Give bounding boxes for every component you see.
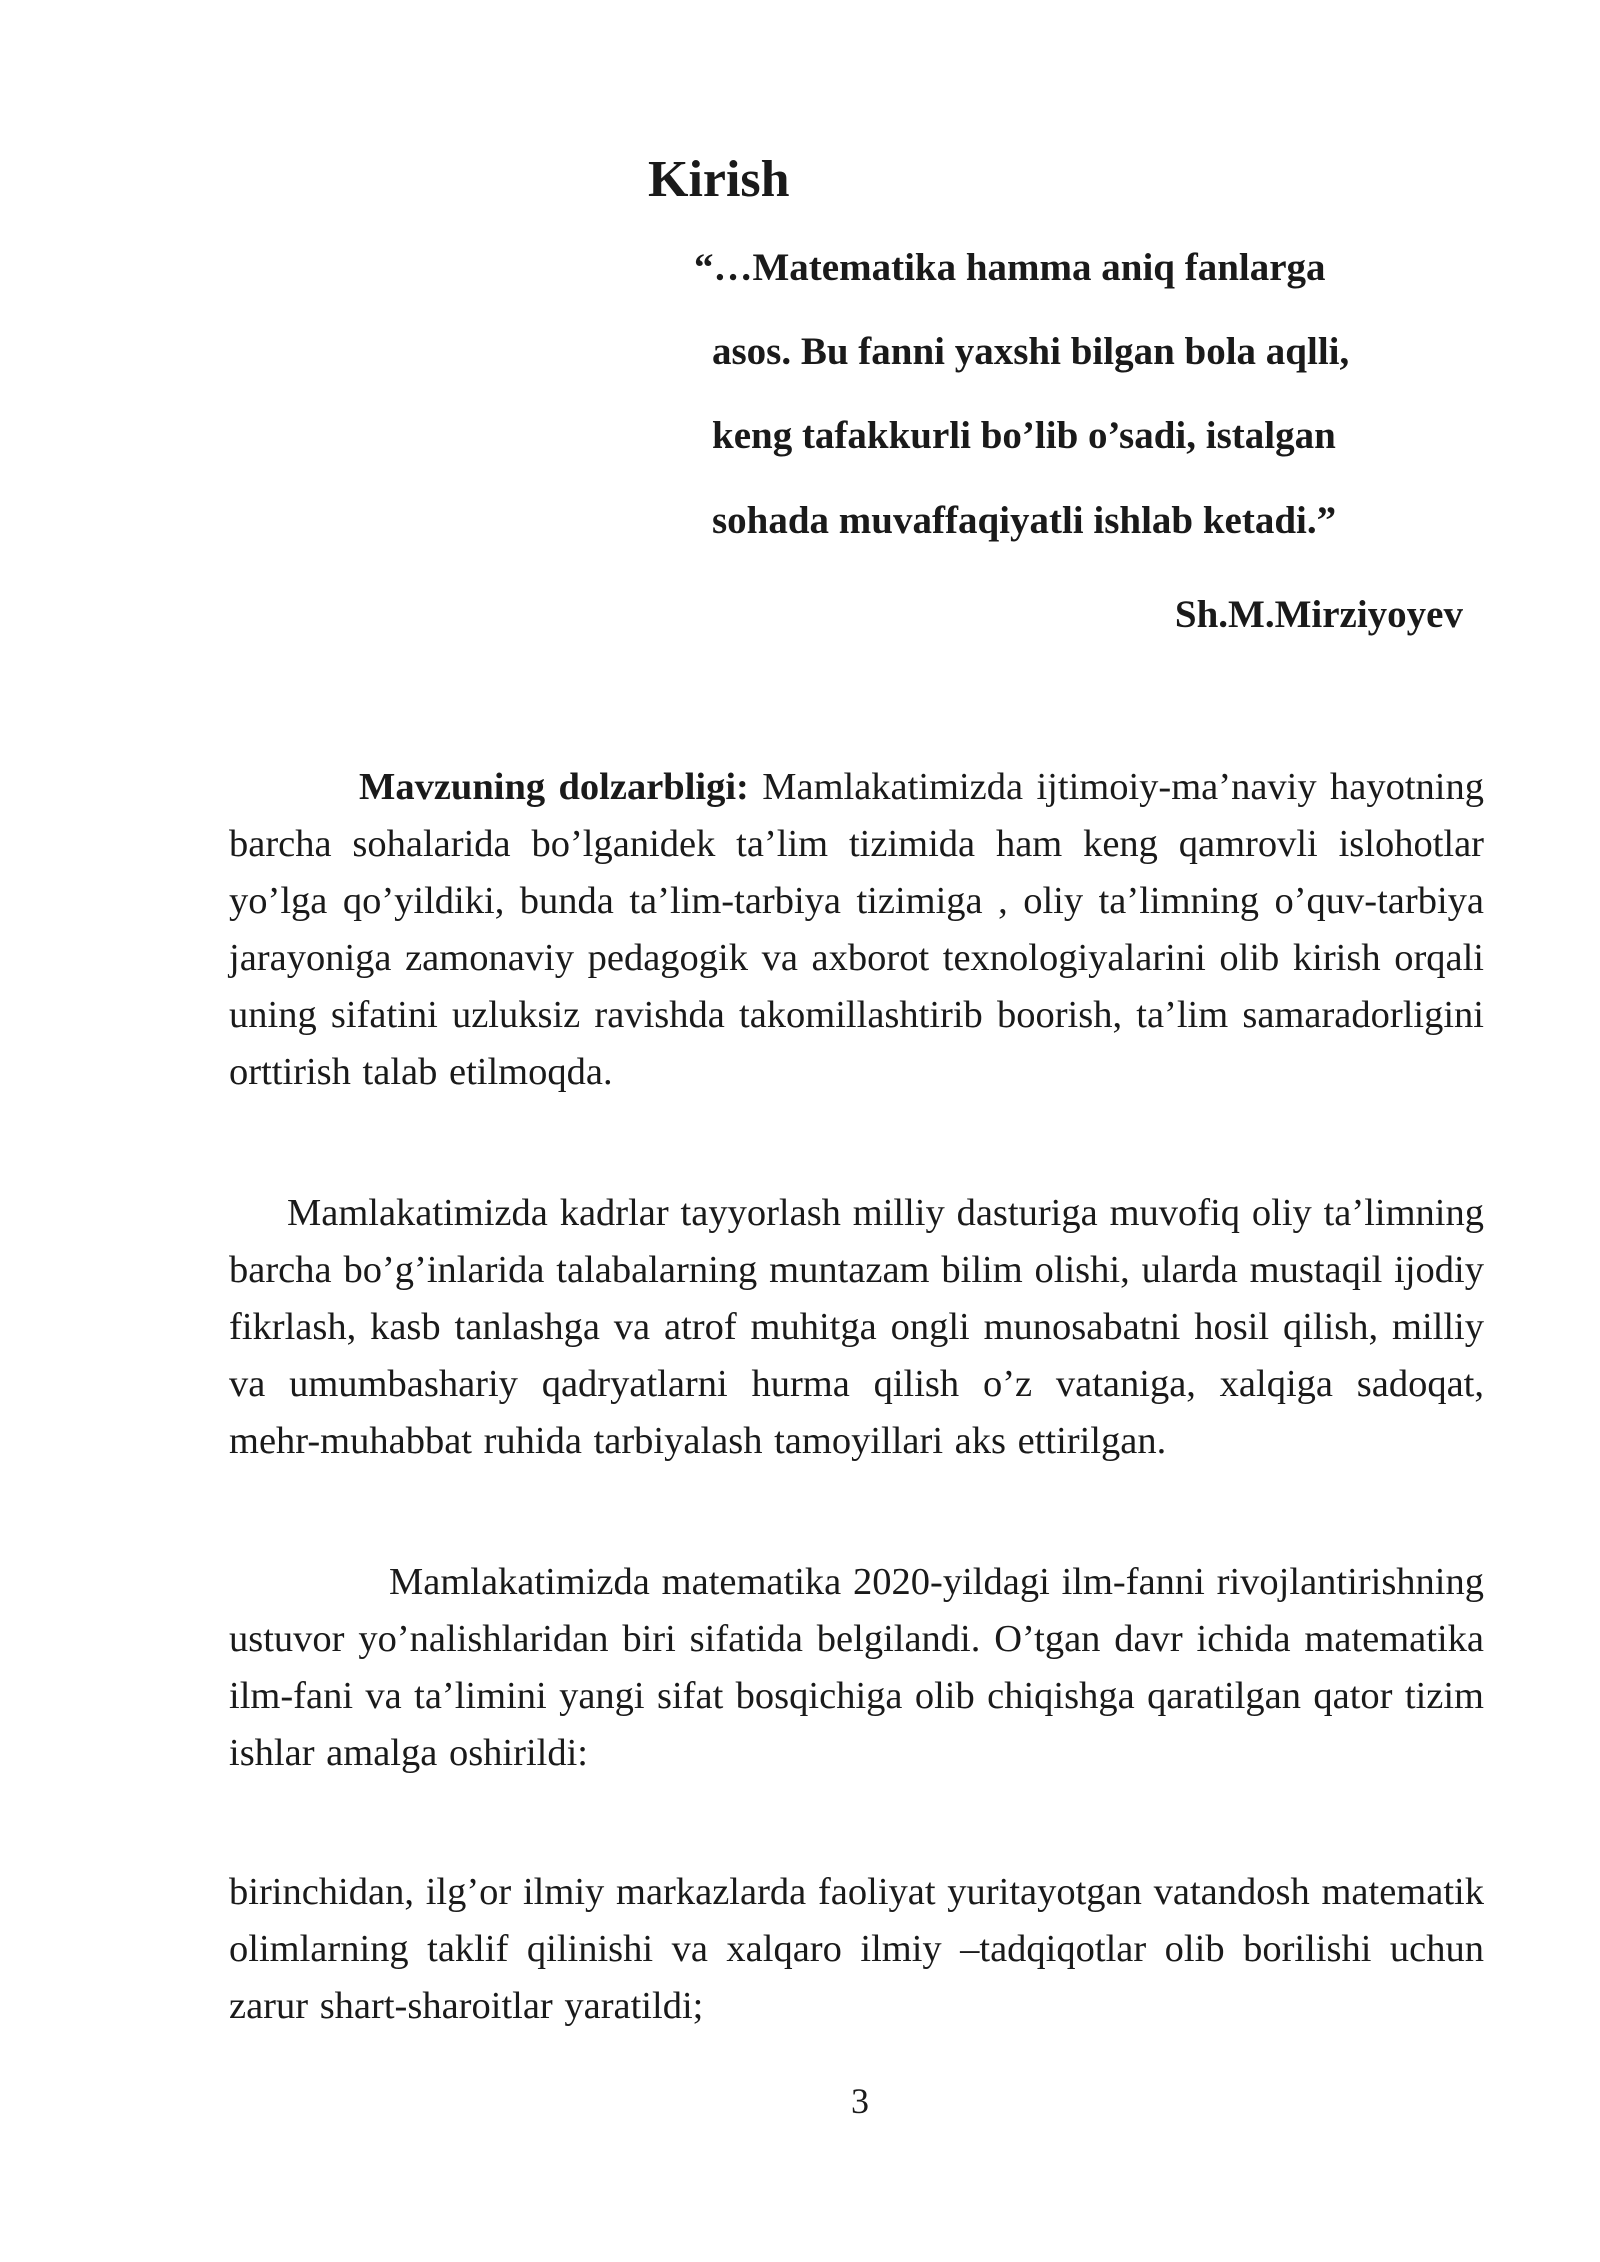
epigraph-line: “…Matematika hamma aniq fanlarga [694,246,1326,289]
paragraph: birinchidan, ilg’or ilmiy markazlarda faoliyat yuritayotgan vatandosh matematik olimlarning taklif qilinishi va xalqaro ilmiy –tadqiqotlar olib borilishi uchun zarur shart-sharoitlar yaratildi; [229,1871,1484,2027]
epigraph-author: Sh.M.Mirziyoyev [1174,593,1463,636]
epigraph-line: keng tafakkurli bo’lib o’sadi, istalgan [712,414,1336,457]
paragraph-text: Mamlakatimizda ijtimoiy-ma’naviy hayotning barcha sohalarida bo’lganidek ta’lim tizimida ham keng qamrovli islohotlar yo’lga qo’yildiki, bunda ta’lim-tarbiya tizimiga , oliy ta’limning o’quv-tarbiya jarayoniga zamonaviy pedagogik va axborot texnologiyalarini olib kirish orqali uning sifatini uzluksiz ravishda takomillashtirib boorish, ta’lim samaradorligini orttirish talab etilmoqda. [229,766,1484,1093]
paragraph-lead: Mavzuning dolzarbligi: [359,766,749,808]
page-number: 3 [851,2081,869,2121]
paragraph-relevance [229,759,1484,1101]
epigraph-line: asos. Bu fanni yaxshi bilgan bola aqlli, [712,330,1350,373]
paragraph: Mamlakatimizda matematika 2020-yildagi ilm-fanni rivojlantirishning ustuvor yo’nalishlaridan biri sifatida belgilandi. O’tgan davr ichida matematika ilm-fani va ta’limini yangi sifat bosqichiga olib chiqishga qaratilgan qator tizim ishlar amalga oshirildi: [229,1561,1484,1774]
paragraph: Mamlakatimizda kadrlar tayyorlash milliy dasturiga muvofiq oliy ta’limning barcha bo’g’inlarida talabalarning muntazam bilim olishi, ularda mustaqil ijodiy fikrlash, kasb tanlashga va atrof muhitga ongli munosabatni hosil qilish, milliy va umumbashariy qadryatlarni hurma qilish o’z vataniga, xalqiga sadoqat, mehr-muhabbat ruhida tarbiyalash tamoyillari aks ettirilgan. [229,1192,1484,1462]
page-title: Kirish [648,151,790,208]
epigraph-line: sohada muvaffaqiyatli ishlab ketadi.” [712,499,1337,542]
